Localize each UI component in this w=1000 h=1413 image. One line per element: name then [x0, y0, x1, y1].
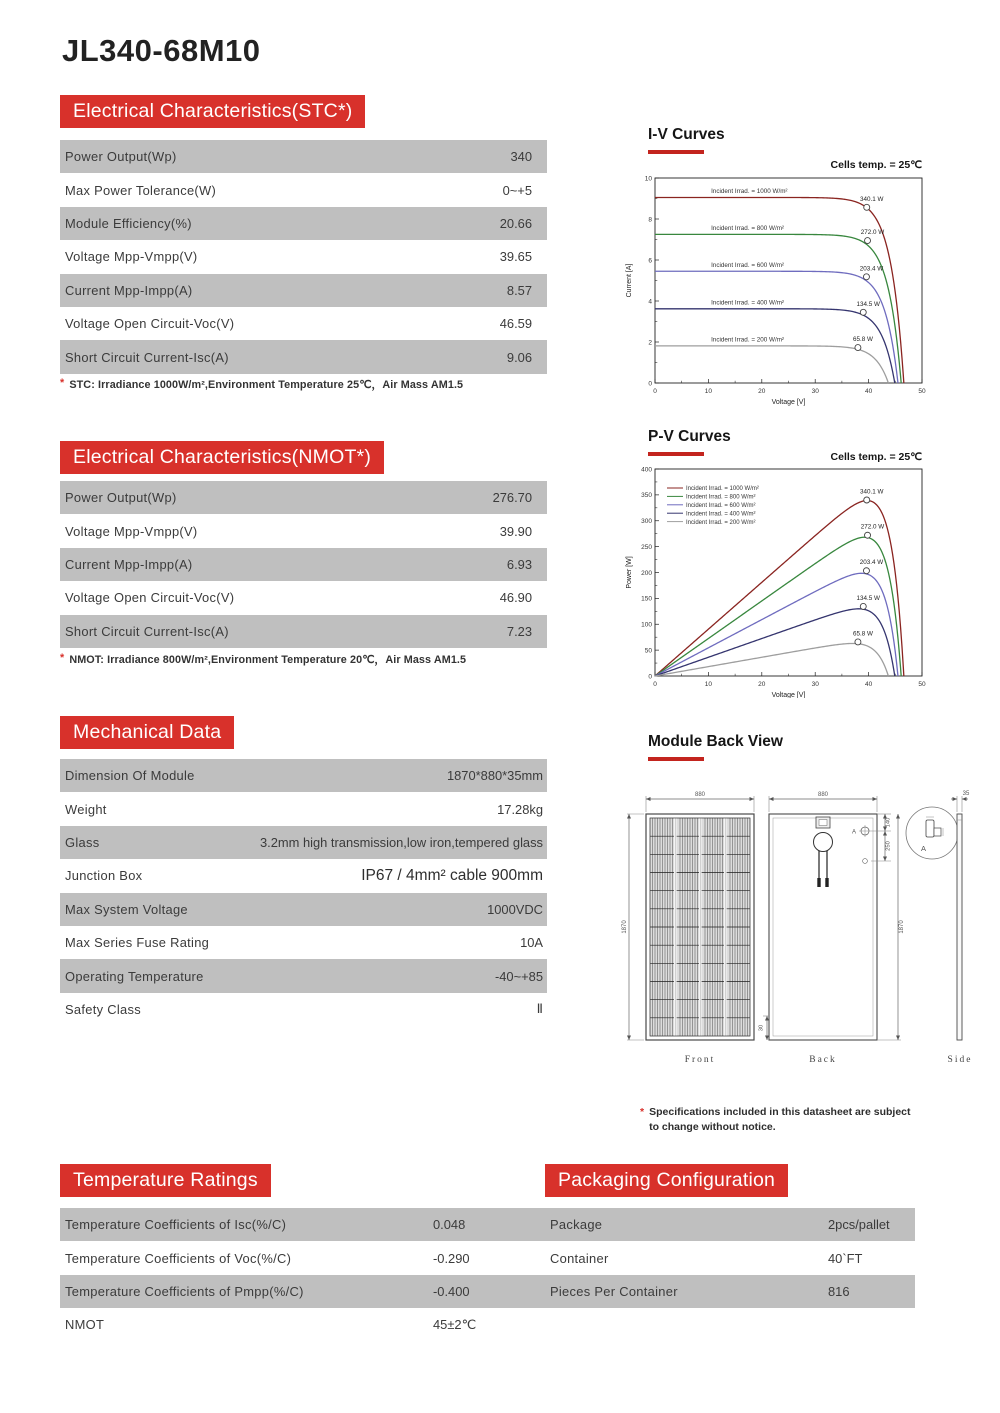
- row-label: Weight: [65, 801, 107, 817]
- table-row: [60, 481, 547, 514]
- svg-text:Incident Irrad. = 400 W/m²: Incident Irrad. = 400 W/m²: [711, 299, 785, 307]
- svg-text:Current [A]: Current [A]: [626, 263, 633, 298]
- table-row: [60, 581, 547, 614]
- detail-a-label: A: [921, 844, 927, 853]
- svg-text:200: 200: [641, 569, 652, 577]
- row-value: 3.2mm high transmission,low iron,tempered glass: [260, 834, 543, 850]
- svg-text:50: 50: [918, 388, 926, 395]
- svg-text:Power [W]: Power [W]: [626, 556, 633, 589]
- table-row: [60, 926, 547, 959]
- pv-cells-temp-note: Cells temp. = 25℃: [830, 451, 922, 463]
- row-label: Voltage Mpp-Vmpp(V): [65, 523, 198, 539]
- table-row: [60, 893, 547, 926]
- svg-text:Incident Irrad. = 200 W/m²: Incident Irrad. = 200 W/m²: [686, 519, 756, 526]
- svg-text:340.1 W: 340.1 W: [860, 488, 884, 496]
- stc-footnote: [60, 377, 463, 392]
- row-label: Pieces Per Container: [550, 1283, 678, 1299]
- svg-text:150: 150: [641, 595, 652, 603]
- row-value: 7.23: [506, 623, 532, 639]
- row-label: Temperature Coefficients of Isc(%/C): [65, 1217, 287, 1233]
- dim-front-height: 1870: [622, 920, 628, 934]
- svg-text:10: 10: [704, 388, 713, 395]
- svg-text:8: 8: [648, 216, 652, 224]
- pv-curves-chart: [618, 462, 938, 698]
- row-label: Temperature Coefficients of Voc(%/C): [65, 1250, 292, 1266]
- row-label: Max Power Tolerance(W): [65, 182, 217, 198]
- dim-back-30: 30: [758, 1024, 765, 1032]
- page-title: JL340-68M10: [62, 33, 261, 68]
- row-label: Module Efficiency(%): [65, 215, 192, 231]
- row-value: -40~+85: [494, 968, 543, 984]
- row-label: Package: [550, 1217, 603, 1233]
- svg-text:10: 10: [644, 175, 652, 183]
- asterisk: *: [60, 652, 65, 664]
- table-row: [60, 1208, 547, 1241]
- module-back-view-title: Module Back View: [648, 733, 783, 750]
- red-underline: [648, 150, 704, 154]
- table-row: [545, 1208, 915, 1241]
- row-label: Container: [550, 1250, 609, 1266]
- front-caption: Front: [684, 1055, 716, 1065]
- back-view: [759, 792, 906, 1065]
- row-value: 1870*880*35mm: [446, 768, 543, 784]
- svg-text:10: 10: [704, 681, 713, 688]
- svg-text:0: 0: [648, 673, 652, 681]
- svg-text:Voltage [V]: Voltage [V]: [771, 399, 806, 406]
- mechanical-table: [60, 759, 547, 1026]
- row-label: Short Circuit Current-Isc(A): [65, 623, 229, 639]
- svg-text:Voltage [V]: Voltage [V]: [771, 692, 806, 698]
- row-label: Max Series Fuse Rating: [65, 935, 210, 951]
- svg-text:50: 50: [918, 681, 926, 688]
- front-view: [622, 792, 754, 1065]
- svg-text:Incident Irrad. = 1000 W/m²: Incident Irrad. = 1000 W/m²: [686, 486, 759, 493]
- row-label: NMOT: [65, 1317, 105, 1333]
- side-view: [948, 791, 973, 1065]
- asterisk: *: [60, 377, 65, 389]
- row-value: Ⅱ: [536, 1001, 543, 1017]
- table-row: [545, 1241, 915, 1274]
- row-value: 39.65: [499, 249, 532, 265]
- row-label: Safety Class: [65, 1001, 141, 1017]
- row-label: Glass: [65, 834, 100, 850]
- svg-text:Incident Irrad. = 600 W/m²: Incident Irrad. = 600 W/m²: [686, 503, 756, 509]
- svg-text:40: 40: [864, 388, 873, 395]
- svg-text:65.8 W: 65.8 W: [852, 336, 873, 344]
- row-label: Temperature Coefficients of Pmpp(%/C): [65, 1283, 304, 1299]
- dim-back-140: 140: [885, 817, 892, 828]
- table-row: [60, 1275, 547, 1308]
- svg-text:40: 40: [864, 681, 873, 688]
- row-value: -0.290: [433, 1250, 470, 1266]
- table-row: [60, 340, 547, 373]
- dim-back-width: 880: [817, 792, 829, 798]
- table-row: [60, 993, 547, 1026]
- table-row: [60, 859, 547, 892]
- row-value: 0~+5: [502, 182, 532, 198]
- row-value: 20.66: [499, 215, 532, 231]
- row-label: Voltage Mpp-Vmpp(V): [65, 249, 198, 265]
- table-row: [60, 173, 547, 206]
- footnote-text: STC: Irradiance 1000W/m²,Environment Temperature 25℃，Air Mass AM1.5: [69, 379, 464, 391]
- iv-curves-chart: [618, 172, 938, 408]
- row-value: 46.59: [499, 316, 532, 332]
- svg-text:Incident Irrad. = 800 W/m²: Incident Irrad. = 800 W/m²: [711, 224, 785, 232]
- row-value: 46.90: [499, 590, 532, 606]
- spec-change-footnote: [640, 1105, 940, 1134]
- iv-cells-temp-note: Cells temp. = 25℃: [830, 159, 922, 171]
- table-row: [60, 959, 547, 992]
- packaging-table: [545, 1208, 915, 1308]
- table-row: [60, 240, 547, 273]
- side-caption: Side: [947, 1055, 973, 1065]
- svg-text:350: 350: [641, 492, 652, 500]
- svg-text:Incident Irrad. = 400 W/m²: Incident Irrad. = 400 W/m²: [686, 511, 756, 518]
- table-row: [60, 548, 547, 581]
- table-row: [60, 140, 547, 173]
- temperature-table: [60, 1208, 547, 1342]
- iv-chart-title: I-V Curves: [648, 126, 725, 143]
- svg-text:6: 6: [648, 257, 652, 265]
- row-value: 45±2℃: [433, 1316, 477, 1332]
- detail-a: [906, 807, 958, 859]
- red-underline: [648, 757, 704, 761]
- row-value: 39.90: [499, 523, 532, 539]
- section-header-packaging: Packaging Configuration: [545, 1164, 788, 1197]
- pv-chart-title: P-V Curves: [648, 428, 731, 445]
- row-value: 0.048: [433, 1217, 466, 1233]
- svg-text:100: 100: [641, 621, 652, 629]
- table-row: [60, 759, 547, 792]
- svg-text:300: 300: [641, 518, 652, 526]
- row-label: Voltage Open Circuit-Voc(V): [65, 316, 235, 332]
- footnote-text: Specifications included in this datasheet are subject to change without notice.: [649, 1106, 911, 1133]
- svg-text:Incident Irrad. = 200 W/m²: Incident Irrad. = 200 W/m²: [711, 336, 785, 344]
- row-value: 17.28kg: [497, 801, 543, 817]
- svg-text:4: 4: [648, 298, 652, 306]
- svg-text:20: 20: [758, 388, 766, 395]
- svg-text:400: 400: [641, 466, 652, 474]
- svg-text:134.5 W: 134.5 W: [856, 594, 880, 602]
- svg-text:2: 2: [648, 339, 652, 347]
- dim-back-250: 250: [885, 841, 892, 851]
- row-value: 8.57: [506, 282, 532, 298]
- row-value: 6.93: [506, 556, 532, 572]
- table-row: [60, 274, 547, 307]
- dim-front-width: 880: [694, 792, 706, 798]
- table-row: [60, 792, 547, 825]
- svg-text:272.0 W: 272.0 W: [860, 229, 885, 237]
- module-technical-drawing: [615, 770, 997, 1070]
- svg-text:203.4 W: 203.4 W: [859, 559, 884, 567]
- row-value: 340: [510, 149, 532, 165]
- svg-text:20: 20: [758, 681, 766, 688]
- svg-text:Incident Irrad. = 600 W/m²: Incident Irrad. = 600 W/m²: [711, 261, 785, 269]
- row-label: Max System Voltage: [65, 901, 188, 917]
- row-label: Current Mpp-Impp(A): [65, 556, 193, 572]
- svg-text:50: 50: [644, 647, 652, 655]
- svg-text:30: 30: [811, 388, 819, 395]
- stc-table: [60, 140, 547, 374]
- svg-text:250: 250: [641, 543, 652, 551]
- row-value: 9.06: [506, 349, 532, 365]
- row-label: Power Output(Wp): [65, 490, 177, 506]
- row-value: 40`FT: [828, 1250, 863, 1266]
- svg-text:30: 30: [811, 681, 819, 688]
- table-row: [60, 514, 547, 547]
- row-value: IP67 / 4mm² cable 900mm: [361, 866, 543, 884]
- svg-text:Incident Irrad. = 1000 W/m²: Incident Irrad. = 1000 W/m²: [711, 187, 788, 195]
- svg-text:340.1 W: 340.1 W: [860, 195, 884, 203]
- table-row: [60, 207, 547, 240]
- row-label: Current Mpp-Impp(A): [65, 282, 193, 298]
- svg-text:0: 0: [653, 681, 657, 688]
- table-row: [60, 826, 547, 859]
- row-value: 276.70: [492, 490, 532, 506]
- footnote-text: NMOT: Irradiance 800W/m²,Environment Temperature 20℃，Air Mass AM1.5: [69, 654, 467, 666]
- row-value: 10A: [520, 935, 543, 951]
- svg-text:272.0 W: 272.0 W: [860, 523, 885, 531]
- table-row: [60, 615, 547, 648]
- section-header-nmot: Electrical Characteristics(NMOT*): [60, 441, 384, 474]
- asterisk: *: [640, 1106, 645, 1118]
- row-label: Junction Box: [65, 868, 143, 884]
- table-row: [60, 1241, 547, 1274]
- svg-text:134.5 W: 134.5 W: [856, 300, 880, 308]
- detail-ref-label: A: [851, 829, 856, 836]
- red-underline: [648, 452, 704, 456]
- back-caption: Back: [809, 1055, 837, 1065]
- row-value: 2pcs/pallet: [828, 1217, 890, 1233]
- row-value: 816: [828, 1283, 850, 1299]
- dim-side-thickness: 35: [962, 791, 970, 797]
- section-header-temperature: Temperature Ratings: [60, 1164, 271, 1197]
- row-label: Dimension Of Module: [65, 768, 195, 784]
- row-label: Voltage Open Circuit-Voc(V): [65, 590, 235, 606]
- row-label: Operating Temperature: [65, 968, 204, 984]
- table-row: [60, 307, 547, 340]
- section-header-mechanical: Mechanical Data: [60, 716, 234, 749]
- table-row: [60, 1308, 547, 1341]
- dim-back-height: 1870: [899, 920, 905, 934]
- nmot-table: [60, 481, 547, 648]
- table-row: [545, 1275, 915, 1308]
- row-label: Short Circuit Current-Isc(A): [65, 349, 229, 365]
- row-value: 1000VDC: [487, 901, 543, 917]
- svg-text:65.8 W: 65.8 W: [852, 630, 873, 638]
- svg-text:Incident Irrad. = 800 W/m²: Incident Irrad. = 800 W/m²: [686, 494, 756, 501]
- svg-text:203.4 W: 203.4 W: [859, 265, 884, 273]
- svg-text:0: 0: [653, 388, 657, 395]
- nmot-footnote: [60, 652, 466, 667]
- svg-text:0: 0: [648, 380, 652, 388]
- section-header-stc: Electrical Characteristics(STC*): [60, 95, 365, 128]
- row-value: -0.400: [433, 1283, 470, 1299]
- row-label: Power Output(Wp): [65, 149, 177, 165]
